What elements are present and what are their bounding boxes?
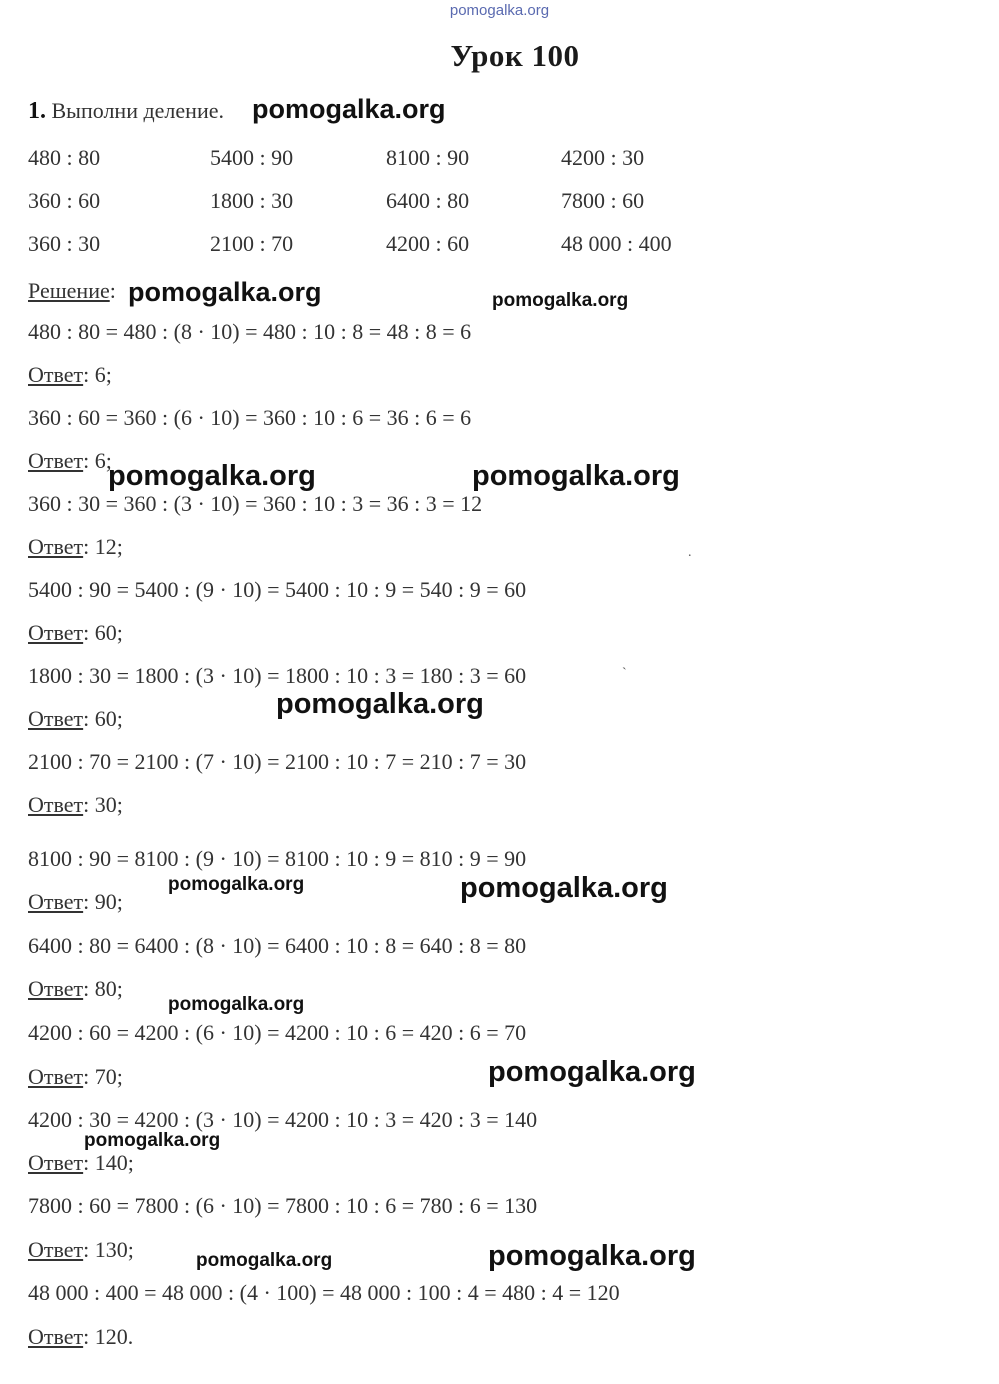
solution-expression: 6400 : 80 = 6400 : (8 · 10) = 6400 : 10 : 8 = 640 : 8 = 80 [28, 933, 527, 958]
answer-line [28, 362, 112, 388]
site-link[interactable]: pomogalka.org [449, 2, 550, 19]
grid-cell: 5400 : 90 [210, 145, 294, 170]
answer-line [28, 1064, 123, 1090]
answer-line [28, 1150, 134, 1176]
task-heading [28, 98, 224, 125]
task-text: Выполни деление. [51, 98, 224, 123]
answer-value: : 90; [83, 889, 123, 914]
answer-line [28, 706, 123, 732]
answer-value: : 30; [83, 792, 123, 817]
grid-cell: 48 000 : 400 [561, 231, 672, 256]
watermark: pomogalka.org [488, 1240, 696, 1272]
answer-value: : 60; [83, 706, 123, 731]
solution-label: Решение: [28, 278, 116, 303]
answer-line [28, 620, 123, 646]
watermark: pomogalka.org [196, 1250, 333, 1271]
answer-label: Ответ [28, 1324, 84, 1349]
answer-line [28, 976, 123, 1002]
task-number: 1. [28, 98, 46, 124]
lesson-title: Урок 100 [450, 38, 580, 73]
watermark: pomogalka.org [488, 1056, 696, 1088]
answer-label: Ответ [28, 534, 84, 559]
answer-label: Ответ [28, 1150, 84, 1175]
answer-line [28, 889, 123, 915]
answer-value: : 60; [83, 620, 123, 645]
answer-line [28, 1237, 134, 1263]
answer-line [28, 1324, 133, 1350]
grid-cell: 8100 : 90 [386, 145, 470, 170]
answer-line [28, 534, 123, 560]
watermark: pomogalka.org [128, 277, 322, 307]
answer-value: : 120. [83, 1324, 134, 1349]
watermark: pomogalka.org [276, 688, 484, 720]
grid-cell: 4200 : 60 [386, 231, 470, 256]
answer-label: Ответ [28, 620, 84, 645]
grid-cell: 360 : 30 [28, 231, 101, 256]
answer-value: : 6; [83, 448, 112, 473]
watermark: pomogalka.org [252, 94, 446, 124]
watermark: pomogalka.org [108, 460, 316, 492]
solution-expression: 4200 : 30 = 4200 : (3 · 10) = 4200 : 10 : 3 = 420 : 3 = 140 [28, 1107, 538, 1132]
answer-label: Ответ [28, 1064, 84, 1089]
solution-expression: 1800 : 30 = 1800 : (3 · 10) = 1800 : 10 : 3 = 180 : 3 = 60 [28, 663, 527, 688]
grid-cell: 4200 : 30 [561, 145, 645, 170]
grid-cell: 360 : 60 [28, 188, 101, 213]
grid-cell: 2100 : 70 [210, 231, 294, 256]
answer-label: Ответ [28, 362, 84, 387]
answer-line [28, 448, 112, 474]
answer-value: : 70; [83, 1064, 123, 1089]
watermark: pomogalka.org [492, 290, 629, 311]
watermark: pomogalka.org [168, 874, 305, 895]
answer-value: : 6; [83, 362, 112, 387]
answer-line [28, 792, 123, 818]
watermark: pomogalka.org [460, 872, 668, 904]
answer-label: Ответ [28, 448, 84, 473]
grid-cell: 6400 : 80 [386, 188, 470, 213]
solution-expression: 360 : 60 = 360 : (6 · 10) = 360 : 10 : 6 = 36 : 6 = 6 [28, 405, 472, 430]
solution-expression: 5400 : 90 = 5400 : (9 · 10) = 5400 : 10 : 9 = 540 : 9 = 60 [28, 577, 527, 602]
solution-expression: 48 000 : 400 = 48 000 : (4 · 100) = 48 000 : 100 : 4 = 480 : 4 = 120 [28, 1280, 620, 1305]
solution-expression: 8100 : 90 = 8100 : (9 · 10) = 8100 : 10 : 9 = 810 : 9 = 90 [28, 846, 527, 871]
watermark: pomogalka.org [472, 460, 680, 492]
answer-label: Ответ [28, 706, 84, 731]
answer-value: : 130; [83, 1237, 134, 1262]
answer-label: Ответ [28, 792, 84, 817]
scan-speck: ` [622, 666, 627, 681]
answer-label: Ответ [28, 1237, 84, 1262]
watermark: pomogalka.org [84, 1130, 221, 1151]
answer-value: : 12; [83, 534, 123, 559]
solution-expression: 480 : 80 = 480 : (8 · 10) = 480 : 10 : 8 = 48 : 8 = 6 [28, 319, 472, 344]
answer-value: : 140; [83, 1150, 134, 1175]
answer-value: : 80; [83, 976, 123, 1001]
solution-expression: 2100 : 70 = 2100 : (7 · 10) = 2100 : 10 : 7 = 210 : 7 = 30 [28, 749, 527, 774]
grid-cell: 1800 : 30 [210, 188, 294, 213]
answer-label: Ответ [28, 976, 84, 1001]
grid-cell: 7800 : 60 [561, 188, 645, 213]
solution-label-text: Решение [28, 278, 110, 303]
solution-expression: 7800 : 60 = 7800 : (6 · 10) = 7800 : 10 : 6 = 780 : 6 = 130 [28, 1193, 538, 1218]
solution-expression: 360 : 30 = 360 : (3 · 10) = 360 : 10 : 3 = 36 : 3 = 12 [28, 491, 483, 516]
watermark: pomogalka.org [168, 994, 305, 1015]
grid-cell: 480 : 80 [28, 145, 101, 170]
solution-expression: 4200 : 60 = 4200 : (6 · 10) = 4200 : 10 : 6 = 420 : 6 = 70 [28, 1020, 527, 1045]
answer-label: Ответ [28, 889, 84, 914]
scan-speck: . [688, 545, 692, 560]
